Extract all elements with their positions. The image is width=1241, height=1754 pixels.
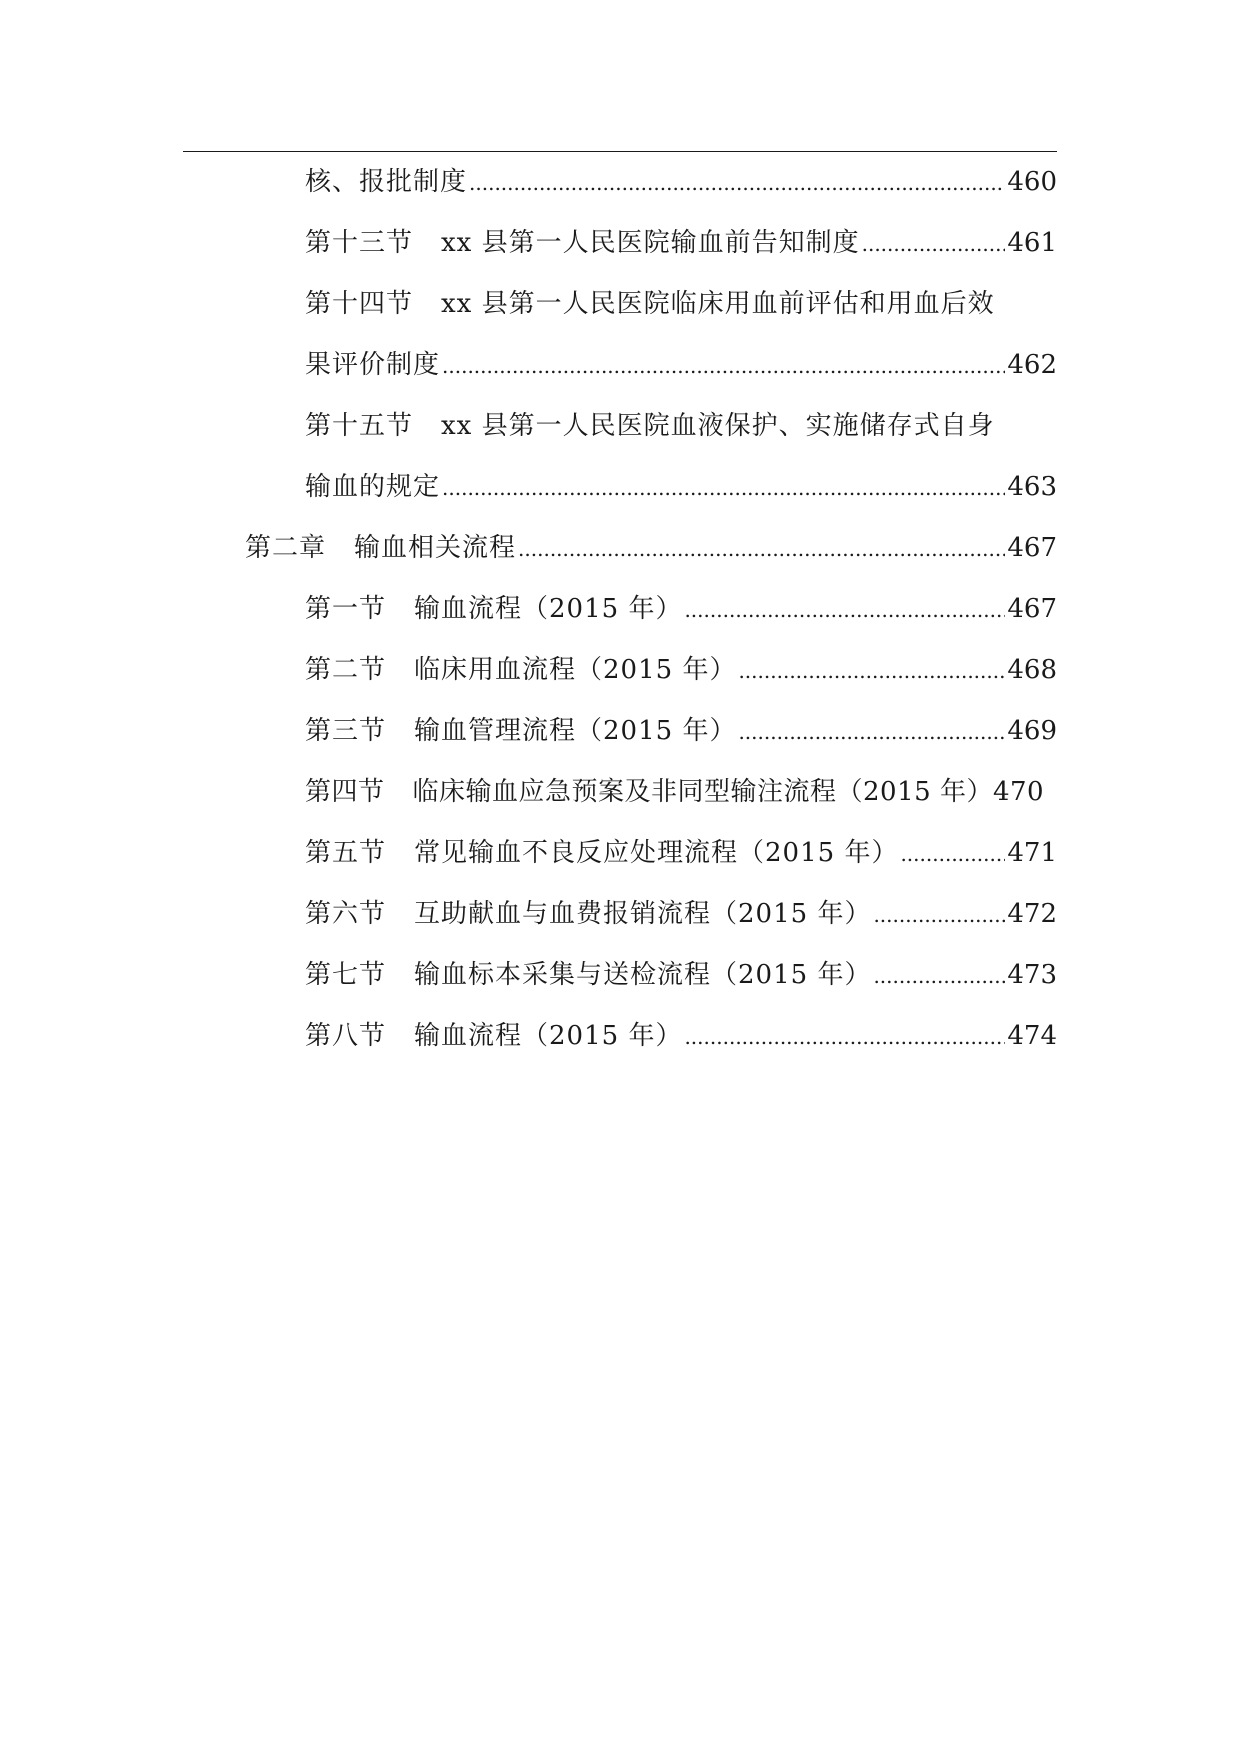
toc-chapter-entry[interactable] [245, 528, 1057, 568]
toc-entry[interactable] [305, 711, 1057, 751]
toc-entry[interactable] [305, 1016, 1057, 1056]
toc-entry-page: 471 [1007, 838, 1057, 868]
toc-entry[interactable] [305, 223, 1057, 263]
toc-entry-heading [305, 711, 736, 751]
toc-entry-title: 输血管理流程（2015 年） [414, 716, 737, 746]
toc-entry-heading [305, 955, 871, 995]
toc-entry-heading [305, 894, 871, 934]
toc-leader-dots [684, 590, 1005, 630]
toc-leader-dots [873, 895, 1005, 935]
toc-leader-dots [900, 834, 1005, 874]
toc-leader-dots [862, 224, 1006, 264]
toc-entry-title: 临床用血流程（2015 年） [414, 655, 737, 685]
toc-entry[interactable] [305, 955, 1057, 995]
toc-entry[interactable] [305, 284, 1057, 324]
toc-entry-label: 第七节 [305, 960, 387, 990]
toc-entry[interactable] [305, 772, 1085, 812]
toc-leader-dots [442, 468, 1005, 508]
toc-entry-heading [305, 589, 682, 629]
toc-entry-page: 474 [1007, 1021, 1057, 1051]
toc-entry-title: xx 县第一人民医院血液保护、实施储存式自身 [441, 411, 995, 441]
toc-entry[interactable] [305, 345, 1057, 385]
toc-entry-title: 常见输血不良反应处理流程（2015 年） [414, 838, 899, 868]
toc-leader-dots [873, 956, 1005, 996]
toc-entry-page: 469 [1007, 716, 1057, 746]
toc-entry-page: 467 [1007, 594, 1057, 624]
toc-entry[interactable] [305, 894, 1057, 934]
toc-entry[interactable] [305, 650, 1057, 690]
toc-entry[interactable] [305, 467, 1057, 507]
toc-entry-page: 462 [1007, 350, 1057, 380]
header-rule [183, 151, 1057, 152]
toc-entry-heading [305, 650, 736, 690]
toc-entry-page: 472 [1007, 899, 1057, 929]
toc-entry-label: 第六节 [305, 899, 387, 929]
toc-entry-label: 第二节 [305, 655, 387, 685]
toc-leader-dots [738, 651, 1005, 691]
toc-entry-title: 输血标本采集与送检流程（2015 年） [414, 960, 872, 990]
toc-entry-page: 461 [1007, 228, 1057, 258]
toc-entry-heading [305, 833, 898, 873]
toc-entry-title: 果评价制度 [305, 350, 441, 380]
toc-entry-page: 460 [1007, 167, 1057, 197]
toc-leader-dots [442, 346, 1005, 386]
toc-entry-title: 输血相关流程 [354, 533, 517, 563]
toc-entry[interactable] [305, 162, 1057, 202]
toc-entry-title: 临床输血应急预案及非同型输注流程（2015 年） [412, 777, 993, 807]
toc-leader-dots [738, 712, 1005, 752]
toc-entry-title: 互助献血与血费报销流程（2015 年） [414, 899, 872, 929]
toc-entry-label: 第五节 [305, 838, 387, 868]
toc-leader-dots [469, 163, 1005, 203]
toc-entry-label: 第十五节 [305, 411, 414, 441]
toc-entry[interactable] [305, 406, 1057, 446]
toc-entry-label: 第十四节 [305, 289, 414, 319]
toc-entry-title: 输血流程（2015 年） [414, 594, 683, 624]
toc-entry-page: 473 [1007, 960, 1057, 990]
toc-entry-page: 470 [992, 777, 1045, 807]
toc-entry-title: 输血流程（2015 年） [414, 1021, 683, 1051]
toc-entry-heading [305, 1016, 682, 1056]
toc-entry-label: 第二章 [245, 533, 327, 563]
toc-leader-dots [684, 1017, 1005, 1057]
toc-entry-label: 第八节 [305, 1021, 387, 1051]
toc-entry-label: 第四节 [305, 777, 385, 807]
toc-entry-heading [305, 223, 860, 263]
toc-entry-title: xx 县第一人民医院临床用血前评估和用血后效 [441, 289, 995, 319]
toc-entry-label: 第三节 [305, 716, 387, 746]
toc-entry-page: 463 [1007, 472, 1057, 502]
toc-leader-dots [518, 529, 1005, 569]
toc-entry-page: 468 [1007, 655, 1057, 685]
toc-entry-title: xx 县第一人民医院输血前告知制度 [441, 228, 860, 258]
toc-entry[interactable] [305, 589, 1057, 629]
toc-entry-label: 第一节 [305, 594, 387, 624]
toc-entry[interactable] [305, 833, 1057, 873]
toc-entry-title: 核、报批制度 [305, 167, 468, 197]
toc-entry-heading [245, 528, 516, 568]
toc-entry-title: 输血的规定 [305, 472, 441, 502]
toc-entry-page: 467 [1007, 533, 1057, 563]
toc-entry-label: 第十三节 [305, 228, 414, 258]
